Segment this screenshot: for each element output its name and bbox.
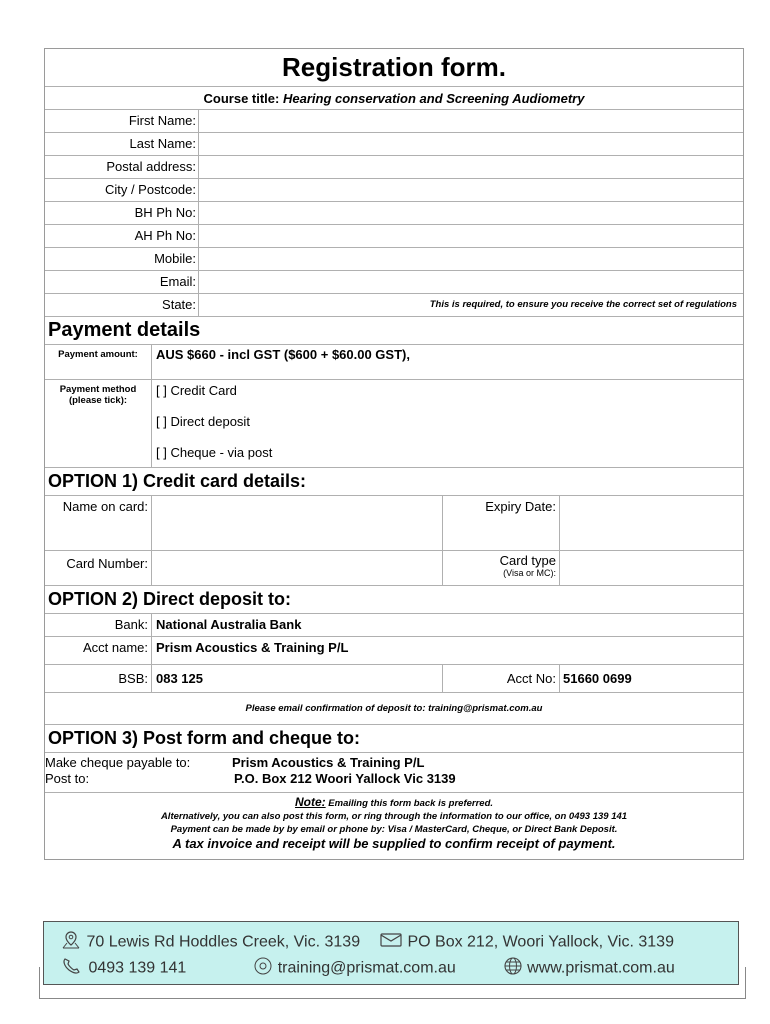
option2-heading-row: [45, 586, 743, 614]
note-row: [45, 793, 743, 859]
payment-amount-label: Payment amount:: [45, 345, 152, 379]
city-postcode-label: City / Postcode:: [45, 179, 199, 201]
note-line1: [295, 796, 493, 810]
footer-line-1: [60, 930, 754, 955]
state-row: [45, 294, 743, 317]
card-name-field[interactable]: [152, 496, 443, 550]
at-icon: [253, 956, 273, 981]
acct-name-value: Prism Acoustics & Training P/L: [156, 640, 349, 655]
card-type-label-cell: [443, 551, 560, 585]
email-label: Email:: [45, 271, 199, 293]
bh-phone-row: [45, 202, 743, 225]
card-type-label: Card type: [499, 553, 556, 568]
payable-label: Make cheque payable to:: [45, 755, 191, 770]
first-name-label: First Name:: [45, 110, 199, 132]
payment-heading: Payment details: [48, 319, 201, 341]
acct-name-row: [45, 637, 743, 665]
payment-method-label: Payment method (please tick):: [45, 380, 152, 467]
expiry-field[interactable]: [560, 496, 743, 550]
last-name-field[interactable]: [199, 133, 743, 155]
first-name-field[interactable]: [199, 110, 743, 132]
postal-address-field[interactable]: [199, 156, 743, 178]
note-line3: Payment can be made by by email or phone by: Visa / MasterCard, Cheque, or Direct Bank Deposit.: [170, 824, 618, 835]
footer-phone[interactable]: 0493 139 141: [88, 959, 187, 977]
bsb-value: 083 125: [152, 665, 443, 692]
card-type-sublabel: (Visa or MC):: [503, 568, 556, 578]
phone-icon: [60, 956, 84, 981]
footer-website[interactable]: www.prismat.com.au: [527, 959, 675, 977]
option3-heading-row: [45, 725, 743, 753]
last-name-row: [45, 133, 743, 156]
note-line4: A tax invoice and receipt will be supplied to confirm receipt of payment.: [172, 836, 616, 851]
email-row: [45, 271, 743, 294]
option3-heading: OPTION 3) Post form and cheque to:: [48, 728, 361, 748]
method-cheque[interactable]: [ ] Cheque - via post: [156, 445, 273, 460]
first-name-row: [45, 110, 743, 133]
mobile-field[interactable]: [199, 248, 743, 270]
bh-phone-field[interactable]: [199, 202, 743, 224]
footer-email[interactable]: training@prismat.com.au: [277, 959, 456, 977]
footer-po-box: PO Box 212, Woori Yallock, Vic. 3139: [407, 933, 674, 951]
mobile-label: Mobile:: [45, 248, 199, 270]
footer-line-2: [60, 956, 754, 981]
note-preferred: Emailing this form back is preferred.: [328, 798, 494, 809]
deposit-confirm-row: [45, 693, 743, 725]
registration-form: [44, 48, 744, 860]
city-postcode-row: [45, 179, 743, 202]
postal-address-label: Postal address:: [45, 156, 199, 178]
bh-phone-label: BH Ph No:: [45, 202, 199, 224]
card-type-field[interactable]: [560, 551, 743, 585]
note-line2: Alternatively, you can also post this form, or ring through the information to our office, on 0493 139 141: [160, 811, 628, 822]
course-title-row: [45, 87, 743, 110]
payment-amount-value: AUS $660 - incl GST ($600 + $60.00 GST),: [156, 347, 410, 362]
bsb-label: BSB:: [45, 665, 152, 692]
payment-amount-row: [45, 345, 743, 380]
mail-icon: [379, 932, 403, 953]
payment-method-row: [45, 380, 743, 468]
state-field[interactable]: [199, 294, 743, 316]
post-cheque-labels: [45, 755, 232, 792]
card-name-row: [45, 496, 743, 551]
card-number-row: [45, 551, 743, 586]
card-number-field[interactable]: [152, 551, 443, 585]
course-prefix: Course title:: [203, 90, 280, 106]
payment-heading-row: [45, 317, 743, 345]
contact-footer: [43, 921, 739, 985]
bank-value: National Australia Bank: [156, 617, 302, 632]
course-name: Hearing conservation and Screening Audiometry: [282, 90, 585, 106]
note-label: Note:: [294, 795, 326, 809]
state-label: State:: [45, 294, 199, 316]
deposit-confirm-note: Please email confirmation of deposit to: training@prismat.com.au: [245, 703, 543, 714]
option2-heading: OPTION 2) Direct deposit to:: [48, 589, 292, 609]
mobile-row: [45, 248, 743, 271]
option1-heading: OPTION 1) Credit card details:: [48, 471, 307, 491]
location-icon: [60, 930, 82, 955]
postal-address-row: [45, 156, 743, 179]
method-direct-deposit[interactable]: [ ] Direct deposit: [156, 414, 250, 429]
post-cheque-values: [232, 755, 456, 792]
footer-address: 70 Lewis Rd Hoddles Creek, Vic. 3139: [86, 933, 361, 951]
method-credit-card[interactable]: [ ] Credit Card: [156, 383, 237, 398]
bank-row: [45, 614, 743, 637]
bank-label: Bank:: [45, 614, 152, 636]
ah-phone-field[interactable]: [199, 225, 743, 247]
post-to-label: Post to:: [45, 771, 90, 786]
card-name-label: Name on card:: [45, 496, 152, 550]
acct-name-label: Acct name:: [45, 637, 152, 664]
state-note: This is required, to ensure you receive the correct set of regulations: [429, 299, 737, 310]
expiry-label: Expiry Date:: [443, 496, 560, 550]
acct-no-label: Acct No:: [443, 665, 560, 692]
form-title: Registration form.: [282, 52, 506, 82]
form-title-row: [45, 49, 743, 87]
acct-no-value: 51660 0699: [563, 671, 632, 686]
option1-heading-row: [45, 468, 743, 496]
payment-method-options: [152, 380, 743, 467]
post-to-value: P.O. Box 212 Woori Yallock Vic 3139: [234, 771, 456, 786]
ah-phone-row: [45, 225, 743, 248]
ah-phone-label: AH Ph No:: [45, 225, 199, 247]
bsb-row: [45, 665, 743, 693]
email-field[interactable]: [199, 271, 743, 293]
city-postcode-field[interactable]: [199, 179, 743, 201]
last-name-label: Last Name:: [45, 133, 199, 155]
payable-value: Prism Acoustics & Training P/L: [232, 755, 425, 770]
card-number-label: Card Number:: [45, 551, 152, 585]
post-cheque-row: [45, 753, 743, 793]
globe-icon: [503, 956, 523, 981]
